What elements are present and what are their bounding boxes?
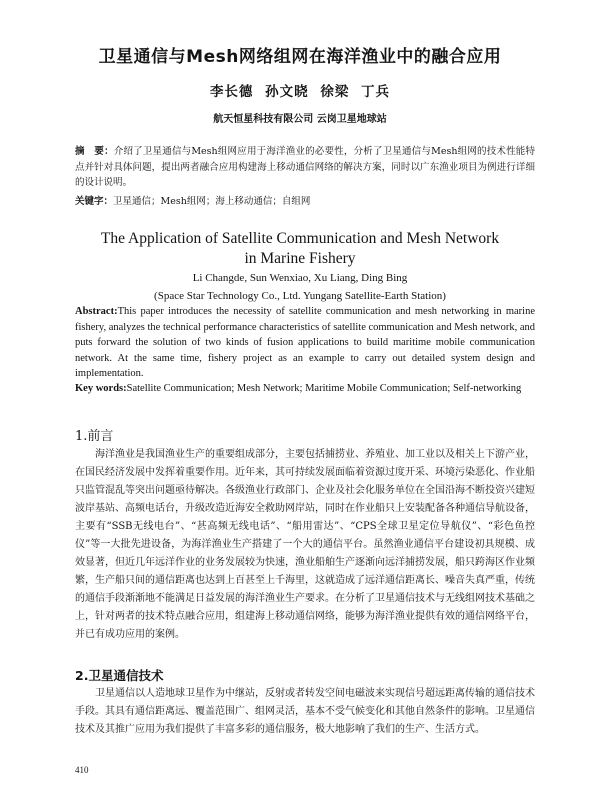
- paper-title-en-line2: in Marine Fishery: [244, 250, 356, 267]
- abstract-en-label: Abstract:: [75, 306, 118, 317]
- keywords-cn: [75, 194, 535, 209]
- abstract-en: [75, 304, 535, 382]
- keywords-cn-text: 卫星通信；Mesh组网；海上移动通信；自组网: [113, 196, 311, 207]
- keywords-cn-label: 关键字：: [75, 196, 114, 207]
- keywords-en: [75, 381, 535, 397]
- section-2-body: 卫星通信以人造地球卫星作为中继站，反射或者转发空间电磁波来实现信号超远距离传输的通信技术手段。其具有通信距离远、覆盖范围广、组网灵活，基本不受气候变化和其他自然条件的影响。卫星通信技术及其推广应用为我们提供了丰富多彩的通信服务，极大地影响了我们的生产、生活方式。: [75, 688, 535, 735]
- paper-title-en: [0, 229, 600, 269]
- section-1-heading: 1.前言: [75, 429, 114, 444]
- abstract-cn-label: 摘 要：: [75, 146, 114, 157]
- keywords-en-label: Key words:: [75, 383, 127, 394]
- abstract-en-text: This paper introduces the necessity of satellite communication and mesh networking in marine fishery, analyzes the technical performance characteristics of satellite communication and Mesh network, and puts forward the solution of two kinds of fusion applications to build maritime mobile communication network. At the same time, fishery project as an example to carry out detailed system design and implementation.: [75, 306, 535, 380]
- paper-title-cn: 卫星通信与Mesh网络组网在海洋渔业中的融合应用: [98, 47, 502, 67]
- abstract-cn: [75, 144, 535, 191]
- affiliation-cn: 航天恒星科技有限公司 云岗卫星地球站: [213, 114, 387, 125]
- keywords-en-text: Satellite Communication; Mesh Network; Maritime Mobile Communication; Self-networking: [126, 383, 522, 394]
- page-number: 410: [75, 765, 89, 775]
- section-2-heading: 2.卫星通信技术: [75, 668, 164, 683]
- section-1-body: 海洋渔业是我国渔业生产的重要组成部分，主要包括捕捞业、养殖业、加工业以及相关上下游产业，在国民经济发展中发挥着重要作用。近年来，其可持续发展面临着资源过度开采、环境污染恶化、作业船只监管混乱等突出问题亟待解决。各级渔业行政部门、企业及社会化服务单位在全国沿海不断投资兴建短波岸基站、高频电话台，升级改造近海安全救助网岸站，同时在作业船只上安装配备各种通信导航设备，主要有“SSB无线电台”、“甚高频无线电话”、“船用雷达”、“CPS全球卫星定位导航仪”、“彩色鱼控仪”等一大批先进设备，为海洋渔业生产搭建了一个大的通信平台。虽然渔业通信平台建设初具规模、成效显著，但近几年远洋作业的业务发展较为快速，渔业船舶生产逐渐向远洋捕捞发展，船只跨海区作业频繁，生产船只间的通信距离也达到上百甚至上千海里，这就造成了远洋通信距离长、噪音失真严重，传统的通信手段渐渐地不能满足日益发展的海洋渔业生产要求。在分析了卫星通信技术与无线组网技术基础之上，针对两者的技术特点融合应用，组建海上移动通信网络，能够为海洋渔业提供有效的通信网络平台，并已有成功应用的案例。: [75, 449, 535, 640]
- authors-en: Li Changde, Sun Wenxiao, Xu Liang, Ding Bing: [192, 272, 408, 284]
- authors-cn: 李长德 孙文晓 徐梁 丁兵: [209, 84, 391, 100]
- paper-title-en-line1: The Application of Satellite Communication and Mesh Network: [100, 230, 500, 247]
- affiliation-en: (Space Star Technology Co., Ltd. Yungang Satellite-Earth Station): [154, 290, 446, 302]
- abstract-cn-text: 介绍了卫星通信与Mesh组网应用于海洋渔业的必要性，分析了卫星通信与Mesh组网的技术性能特点并针对具体问题，提出两者融合应用构建海上移动通信网络的解决方案，同时以广东渔业项目为例进行详细的设计说明。: [75, 146, 535, 188]
